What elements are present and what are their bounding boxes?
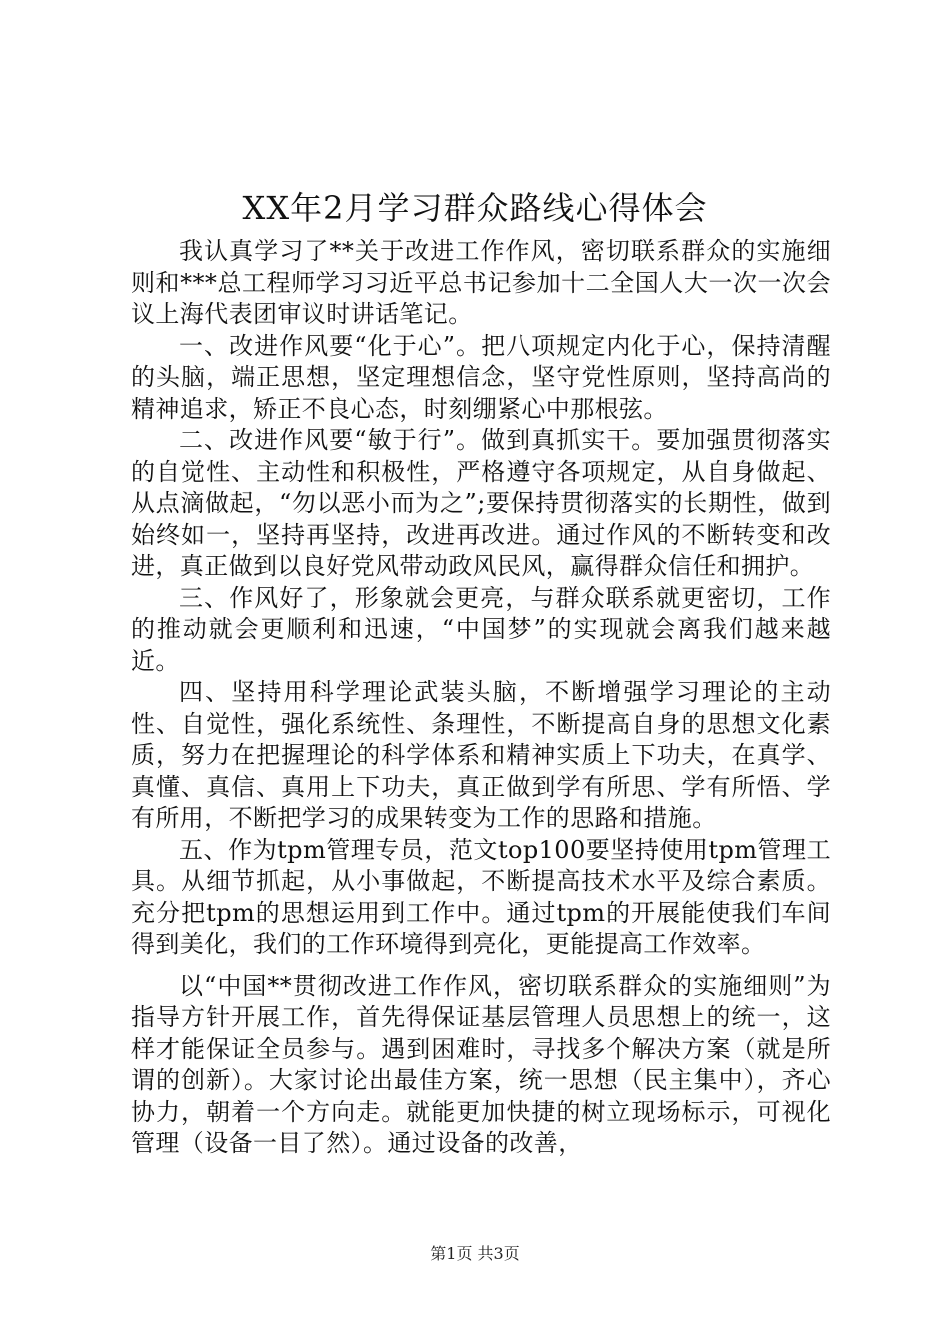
paragraph-point-4: 四、坚持用科学理论武装头脑，不断增强学习理论的主动性、自觉性，强化系统性、条理性，不断提高自身的思想文化素质，努力在把握理论的科学体系和精神实质上下功夫，在真学、真懂、真信、真用上下功夫，真正做到学有所思、学有所悟、学有所用，不断把学习的成果转变为工作的思路和措施。: [131, 678, 831, 832]
document-title: XX年2月学习群众路线心得体会: [242, 189, 708, 227]
page-number-footer: 第1页 共3页: [430, 1244, 520, 1263]
paragraph-point-3: 三、作风好了，形象就会更亮，与群众联系就更密切，工作的推动就会更顺利和迅速，“中国梦”的实现就会离我们越来越近。: [131, 583, 831, 675]
paragraph-point-2: 二、改进作风要“敏于行”。做到真抓实干。要加强贯彻落实的自觉性、主动性和积极性，严格遵守各项规定，从自身做起、从点滴做起，“勿以恶小而为之”;要保持贯彻落实的长期性，做到始终如一，坚持再坚持，改进再改进。通过作风的不断转变和改进，真正做到以良好党风带动政风民风，赢得群众信任和拥护。: [131, 426, 831, 580]
document-body: [131, 236, 831, 1160]
paragraph-point-1: 一、改进作风要“化于心”。把八项规定内化于心，保持清醒的头脑，端正思想，坚定理想信念，坚守党性原则，坚持高尚的精神追求，矫正不良心态，时刻绷紧心中那根弦。: [131, 331, 831, 423]
paragraph-intro: 我认真学习了**关于改进工作作风，密切联系群众的实施细则和***总工程师学习习近平总书记参加十二全国人大一次一次会议上海代表团审议时讲话笔记。: [131, 237, 831, 328]
paragraph-point-5: 五、作为tpm管理专员，范文top100要坚持使用tpm管理工具。从细节抓起，从小事做起，不断提高技术水平及综合素质。充分把tpm的思想运用到工作中。通过tpm的开展能使我们车间得到美化，我们的工作环境得到亮化，更能提高工作效率。: [131, 835, 831, 958]
paragraph-closing: 以“中国**贯彻改进工作作风，密切联系群众的实施细则”为指导方针开展工作，首先得保证基层管理人员思想上的统一，这样才能保证全员参与。遇到困难时，寻找多个解决方案（就是所谓的创新）。大家讨论出最佳方案，统一思想（民主集中），齐心协力，朝着一个方向走。就能更加快捷的树立现场标示，可视化管理（设备一目了然）。通过设备的改善，: [131, 971, 831, 1157]
